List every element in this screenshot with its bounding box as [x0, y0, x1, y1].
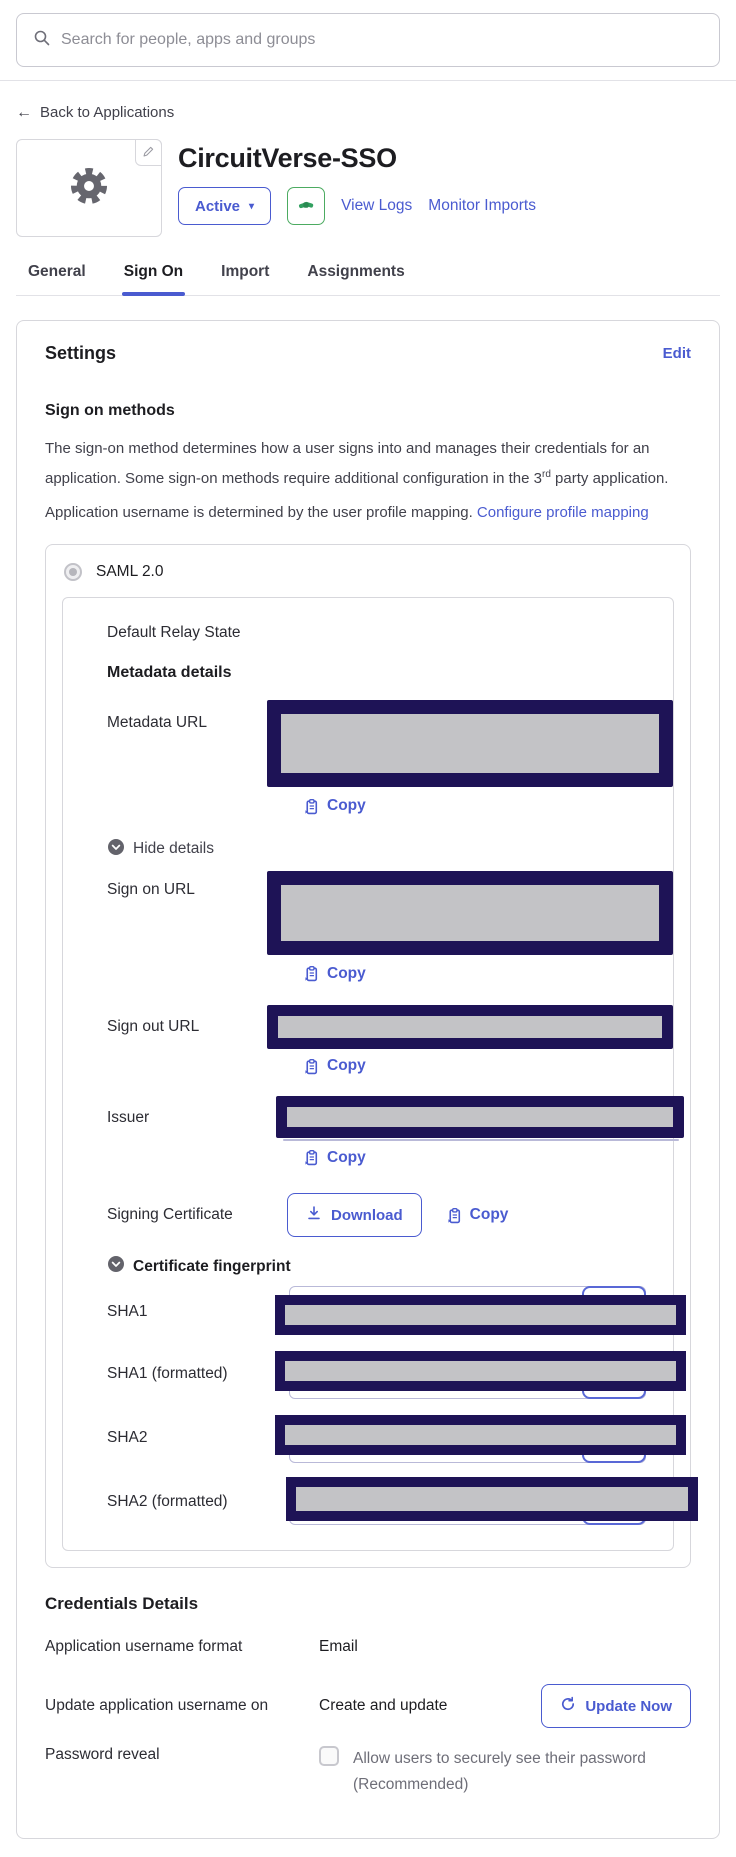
certificate-fingerprint-label: Certificate fingerprint [133, 1257, 291, 1275]
status-label: Active [195, 197, 241, 215]
sha1-formatted-field [107, 1352, 629, 1396]
back-link-label: Back to Applications [40, 104, 175, 121]
description-line2: application. Some sign-on methods require additional configuration in the 3 [45, 470, 542, 487]
metadata-url-field [107, 700, 629, 820]
sha1-label: SHA1 [107, 1303, 148, 1320]
tab-sign-on[interactable]: Sign On [122, 257, 185, 295]
search-icon [33, 29, 51, 52]
sha1-formatted-label: SHA1 (formatted) [107, 1365, 228, 1382]
handshake-icon [297, 196, 315, 217]
tab-assignments[interactable]: Assignments [305, 257, 406, 295]
settings-title: Settings [45, 343, 117, 363]
provisioning-button[interactable] [287, 187, 325, 225]
chevron-circle-icon [107, 1255, 125, 1278]
metadata-url-label: Metadata URL [107, 714, 207, 731]
tab-import[interactable]: Import [219, 257, 271, 295]
chevron-circle-icon [107, 838, 125, 861]
sha2-formatted-field [107, 1478, 629, 1526]
copy-label: Copy [469, 1206, 509, 1223]
global-search [16, 13, 720, 67]
default-relay-state-label: Default Relay State [107, 624, 241, 641]
saml-details-panel [62, 597, 674, 1551]
username-format-row [45, 1638, 691, 1656]
username-note [45, 500, 691, 526]
username-format-value: Email [319, 1638, 358, 1655]
sign-on-description [45, 436, 691, 492]
edit-settings-link[interactable]: Edit [662, 345, 691, 362]
copy-label: Copy [327, 797, 366, 814]
download-certificate-button[interactable] [287, 1193, 422, 1237]
hide-details-toggle[interactable] [107, 838, 629, 861]
redacted-metadata-url [267, 700, 673, 787]
redacted-sha2 [275, 1415, 686, 1455]
redacted-sign-on-url [267, 871, 673, 955]
edit-logo-button[interactable] [135, 139, 162, 166]
app-logo [16, 139, 162, 237]
redacted-issuer [276, 1096, 684, 1138]
refresh-icon [560, 1696, 576, 1716]
copy-issuer-link[interactable] [303, 1149, 366, 1167]
app-tabs [16, 257, 720, 296]
hide-details-label: Hide details [133, 840, 214, 857]
pencil-icon [142, 145, 155, 161]
description-line1: The sign-on method determines how a user signs into and manages their credentials for an [45, 440, 650, 457]
username-format-label: Application username format [45, 1638, 243, 1655]
password-reveal-text-line2: (Recommended) [353, 1776, 469, 1793]
copy-label: Copy [327, 964, 366, 982]
chevron-down-icon: ▾ [249, 200, 255, 212]
view-logs-link[interactable]: View Logs [341, 197, 413, 214]
password-reveal-text-line1: Allow users to securely see their password [353, 1750, 646, 1767]
signing-certificate-field [107, 1193, 629, 1237]
monitor-imports-link[interactable]: Monitor Imports [428, 197, 536, 214]
copy-sign-on-url-link[interactable] [303, 965, 366, 983]
saml-radio[interactable] [64, 563, 82, 581]
copy-label: Copy [327, 1148, 366, 1166]
sha2-field [107, 1416, 629, 1460]
app-actions [178, 187, 536, 225]
sha2-label: SHA2 [107, 1429, 148, 1446]
password-reveal-checkbox[interactable] [319, 1746, 339, 1766]
settings-card [16, 320, 720, 1839]
issuer-field [107, 1096, 629, 1141]
search-box[interactable] [16, 13, 720, 67]
sha2-formatted-label: SHA2 (formatted) [107, 1493, 228, 1510]
sign-on-url-label: Sign on URL [107, 880, 195, 898]
tab-general[interactable]: General [26, 257, 88, 295]
description-line2-end: party application. [550, 470, 669, 487]
back-to-applications-link[interactable] [16, 101, 174, 125]
back-arrow-icon: ← [16, 104, 32, 121]
password-reveal-row [45, 1746, 691, 1798]
status-dropdown-button[interactable] [178, 187, 271, 225]
redacted-sign-out-url [267, 1005, 673, 1049]
sign-out-url-field [107, 1005, 629, 1049]
update-now-button[interactable] [541, 1684, 691, 1728]
update-username-row [45, 1684, 691, 1728]
sign-on-methods-heading: Sign on methods [45, 402, 175, 419]
metadata-details-heading: Metadata details [107, 664, 232, 681]
credentials-details-heading: Credentials Details [45, 1594, 199, 1613]
username-note-text: Application username is determined by the user profile mapping. [45, 504, 477, 521]
redacted-sha1-formatted [275, 1351, 686, 1391]
sign-out-url-label: Sign out URL [107, 1018, 200, 1035]
password-reveal-label: Password reveal [45, 1746, 160, 1763]
update-username-value: Create and update [319, 1697, 448, 1714]
issuer-label: Issuer [107, 1109, 150, 1126]
copy-metadata-url-link[interactable] [303, 797, 366, 815]
copy-sign-out-url-link[interactable] [303, 1057, 366, 1075]
sha1-field [107, 1290, 629, 1334]
configure-profile-mapping-link[interactable]: Configure profile mapping [476, 504, 649, 521]
description-sup: rd [541, 469, 551, 480]
gear-logo-icon [66, 163, 112, 214]
download-label: Download [331, 1206, 403, 1224]
search-input[interactable] [61, 31, 703, 49]
saml-method-label: SAML 2.0 [96, 563, 164, 580]
update-now-label: Update Now [585, 1697, 672, 1715]
redacted-sha1 [275, 1295, 686, 1335]
redacted-sha2-formatted [286, 1477, 698, 1521]
password-reveal-text [353, 1746, 646, 1798]
certificate-fingerprint-toggle[interactable] [107, 1255, 629, 1278]
download-icon [306, 1205, 322, 1225]
app-header [16, 139, 720, 237]
copy-certificate-link[interactable] [446, 1206, 509, 1224]
app-title: CircuitVerse-SSO [178, 143, 397, 173]
signing-certificate-label: Signing Certificate [107, 1206, 233, 1223]
copy-label: Copy [327, 1057, 366, 1074]
sign-on-url-field [107, 871, 629, 988]
saml-method-box [45, 544, 691, 1568]
update-username-label: Update application username on [45, 1697, 269, 1714]
